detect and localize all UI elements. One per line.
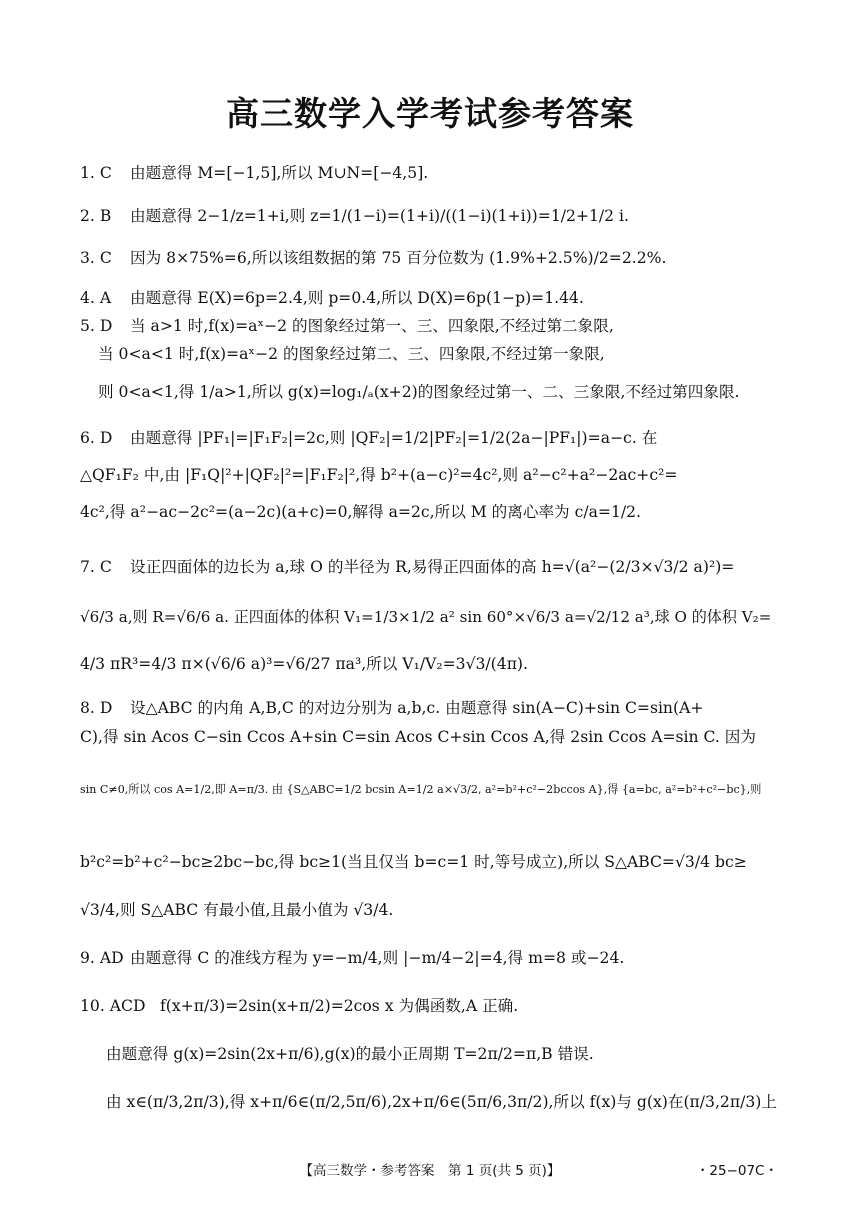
answer-line: 则 0<a<1,得 1/a>1,所以 g(x)=log₁/ₐ(x+2)的图象经过第一、二、三象限,不经过第四象限. (98, 383, 740, 401)
answer-number: 2. B (80, 207, 112, 225)
answer-line: 由题意得 2−1/z=1+i,则 z=1/(1−i)=(1+i)/((1−i)(1+i))=1/2+1/2 i. (130, 207, 629, 225)
answer-number: 5. D (80, 317, 113, 335)
answer-line: 设正四面体的边长为 a,球 O 的半径为 R,易得正四面体的高 h=√(a²−(2/3×√3/2 a)²)= (130, 558, 735, 576)
answer-line: √3/4,则 S△ABC 有最小值,且最小值为 √3/4. (80, 901, 394, 919)
answer-line: b²c²=b²+c²−bc≥2bc−bc,得 bc≥1(当且仅当 b=c=1 时,等号成立),所以 S△ABC=√3/4 bc≥ (80, 853, 747, 871)
answer-number: 4. A (80, 289, 112, 307)
document-code: ・25−07C・ (695, 1163, 778, 1179)
answer-line: C),得 sin Acos C−sin Ccos A+sin C=sin Acos C+sin Ccos A,得 2sin Ccos A=sin C. 因为 (80, 728, 756, 746)
answer-number: 8. D (80, 699, 113, 717)
answer-line: 当 a>1 时,f(x)=aˣ−2 的图象经过第一、三、四象限,不经过第二象限, (130, 317, 614, 335)
answer-line: 当 0<a<1 时,f(x)=aˣ−2 的图象经过第二、三、四象限,不经过第一象限, (98, 345, 605, 363)
answer-number: 9. AD (80, 949, 124, 967)
answer-line: 因为 8×75%=6,所以该组数据的第 75 百分位数为 (1.9%+2.5%)/2=2.2%. (130, 249, 667, 267)
answer-line: 由题意得 g(x)=2sin(2x+π/6),g(x)的最小正周期 T=2π/2=π,B 错误. (106, 1045, 594, 1063)
answer-line: sin C≠0,所以 cos A=1/2,即 A=π/3. 由 {S△ABC=1/2 bcsin A=1/2 a×√3/2, a²=b²+c²−2bccos A},得 {a=bc, a²=b²+c²−bc},则 (80, 783, 762, 796)
answer-line: 4/3 πR³=4/3 π×(√6/6 a)³=√6/27 πa³,所以 V₁/V₂=3√3/(4π). (80, 655, 528, 673)
answer-line: △QF₁F₂ 中,由 |F₁Q|²+|QF₂|²=|F₁F₂|²,得 b²+(a−c)²=4c²,则 a²−c²+a²−2ac+c²= (80, 466, 678, 484)
answer-number: 6. D (80, 429, 113, 447)
answer-line: 由题意得 C 的准线方程为 y=−m/4,则 |−m/4−2|=4,得 m=8 或−24. (130, 949, 625, 967)
answer-number: 1. C (80, 164, 112, 182)
answer-line: 由题意得 |PF₁|=|F₁F₂|=2c,则 |QF₂|=1/2|PF₂|=1/2(2a−|PF₁|)=a−c. 在 (130, 429, 658, 447)
page-footer: 【高三数学・参考答案 第 1 页(共 5 页)】 (299, 1163, 561, 1179)
answer-line: 4c²,得 a²−ac−2c²=(a−2c)(a+c)=0,解得 a=2c,所以 M 的离心率为 c/a=1/2. (80, 503, 642, 521)
answer-line: f(x+π/3)=2sin(x+π/2)=2cos x 为偶函数,A 正确. (160, 997, 519, 1015)
answer-line: 由题意得 M=[−1,5],所以 M∪N=[−4,5]. (130, 164, 429, 182)
answer-line: 设△ABC 的内角 A,B,C 的对边分别为 a,b,c. 由题意得 sin(A−C)+sin C=sin(A+ (130, 699, 704, 717)
answer-line: 由 x∈(π/3,2π/3),得 x+π/6∈(π/2,5π/6),2x+π/6∈(5π/6,3π/2),所以 f(x)与 g(x)在(π/3,2π/3)上 (106, 1093, 777, 1111)
answer-number: 3. C (80, 249, 112, 267)
answer-number: 10. ACD (80, 997, 146, 1015)
page-title: 高三数学入学考试参考答案 (226, 94, 634, 133)
answer-line: √6/3 a,则 R=√6/6 a. 正四面体的体积 V₁=1/3×1/2 a² sin 60°×√6/3 a=√2/12 a³,球 O 的体积 V₂= (80, 608, 772, 626)
answer-line: 由题意得 E(X)=6p=2.4,则 p=0.4,所以 D(X)=6p(1−p)=1.44. (130, 289, 584, 307)
answer-number: 7. C (80, 558, 112, 576)
